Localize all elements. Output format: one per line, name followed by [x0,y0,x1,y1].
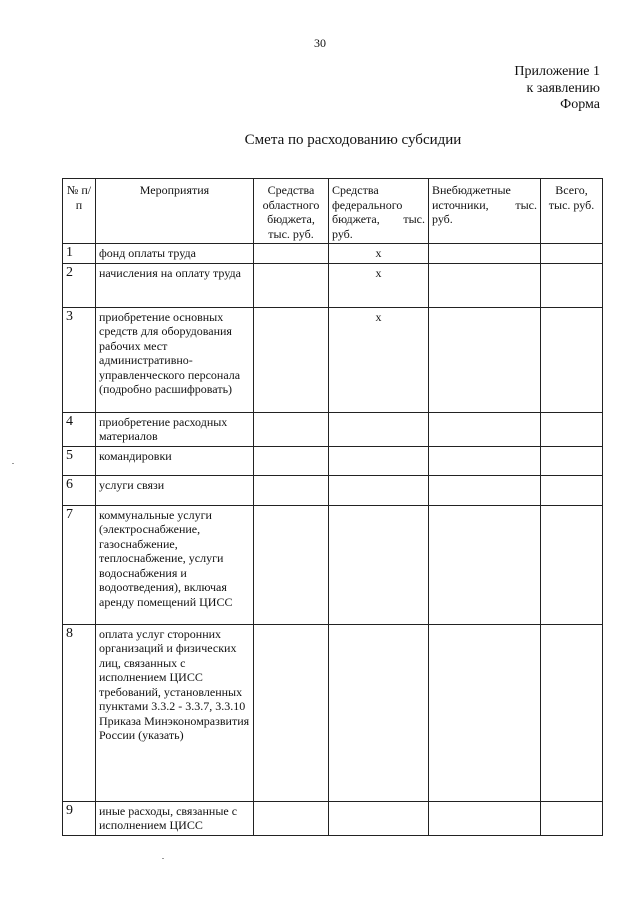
header-regional: Средства областного бюджета, тыс. руб. [254,179,329,244]
row-total [541,475,603,505]
row-total [541,801,603,835]
row-regional [254,446,329,475]
row-total [541,244,603,264]
row-regional [254,263,329,307]
row-activity: начисления на оплату труда [96,263,254,307]
header-federal: Средства федерального бюджета, тыс. руб. [329,179,429,244]
table-row [63,801,603,835]
table-row [63,244,603,264]
row-extra [429,505,541,624]
row-num: 3 [63,307,96,412]
row-total [541,263,603,307]
table-row [63,624,603,801]
row-federal: x [329,307,429,412]
scan-speck [12,463,14,464]
header-num: № п/п [63,179,96,244]
row-extra [429,307,541,412]
row-total [541,505,603,624]
row-extra [429,801,541,835]
row-regional [254,475,329,505]
row-num: 5 [63,446,96,475]
row-activity: оплата услуг сторонних организаций и физических лиц, связанных с исполнением ЦИСС требований, установленных пунктами 3.3.2 - 3.3.7, 3.3.10 Приказа Минэкономразвития России (указать) [96,624,254,801]
row-federal [329,475,429,505]
row-regional [254,801,329,835]
table-row [63,307,603,412]
table-row [63,263,603,307]
row-extra [429,412,541,446]
row-extra [429,244,541,264]
row-activity: командировки [96,446,254,475]
table-row [63,505,603,624]
row-num: 6 [63,475,96,505]
row-extra [429,446,541,475]
scan-speck [162,858,164,859]
row-activity: приобретение основных средств для оборудования рабочих мест административно-управленческого персонала (подробно расшифровать) [96,307,254,412]
row-federal [329,801,429,835]
row-total [541,624,603,801]
appendix-line-1: Приложение 1 [514,64,600,79]
row-activity: услуги связи [96,475,254,505]
row-total [541,446,603,475]
header-row [63,179,603,244]
estimate-table [62,178,603,836]
row-activity: коммунальные услуги (электроснабжение, газоснабжение, теплоснабжение, услуги водоснабжения и водоотведения), включая аренду помещений ЦИСС [96,505,254,624]
row-regional [254,624,329,801]
row-total [541,412,603,446]
row-extra [429,263,541,307]
row-federal [329,505,429,624]
row-federal: x [329,263,429,307]
appendix-line-2: к заявлению [526,80,600,96]
row-activity: иные расходы, связанные с исполнением ЦИСС [96,801,254,835]
row-num: 9 [63,801,96,835]
appendix-line-3: Форма [560,97,600,112]
table-row [63,475,603,505]
row-federal [329,446,429,475]
header-total: Всего, тыс. руб. [541,179,603,244]
table-row [63,412,603,446]
row-extra [429,624,541,801]
row-total [541,307,603,412]
header-activity: Мероприятия [96,179,254,244]
header-extra: Внебюджетные источники, тыс. руб. [429,179,541,244]
row-num: 8 [63,624,96,801]
row-federal: x [329,244,429,264]
document-title: Смета по расходованию субсидии [244,132,462,148]
row-regional [254,505,329,624]
row-num: 1 [63,244,96,264]
table-row [63,446,603,475]
row-federal [329,412,429,446]
row-num: 2 [63,263,96,307]
row-activity: фонд оплаты труда [96,244,254,264]
page-number: 30 [314,36,326,50]
row-regional [254,244,329,264]
row-regional [254,307,329,412]
row-activity: приобретение расходных материалов [96,412,254,446]
row-extra [429,475,541,505]
row-federal [329,624,429,801]
row-num: 7 [63,505,96,624]
appendix-block [514,64,600,114]
row-regional [254,412,329,446]
row-num: 4 [63,412,96,446]
